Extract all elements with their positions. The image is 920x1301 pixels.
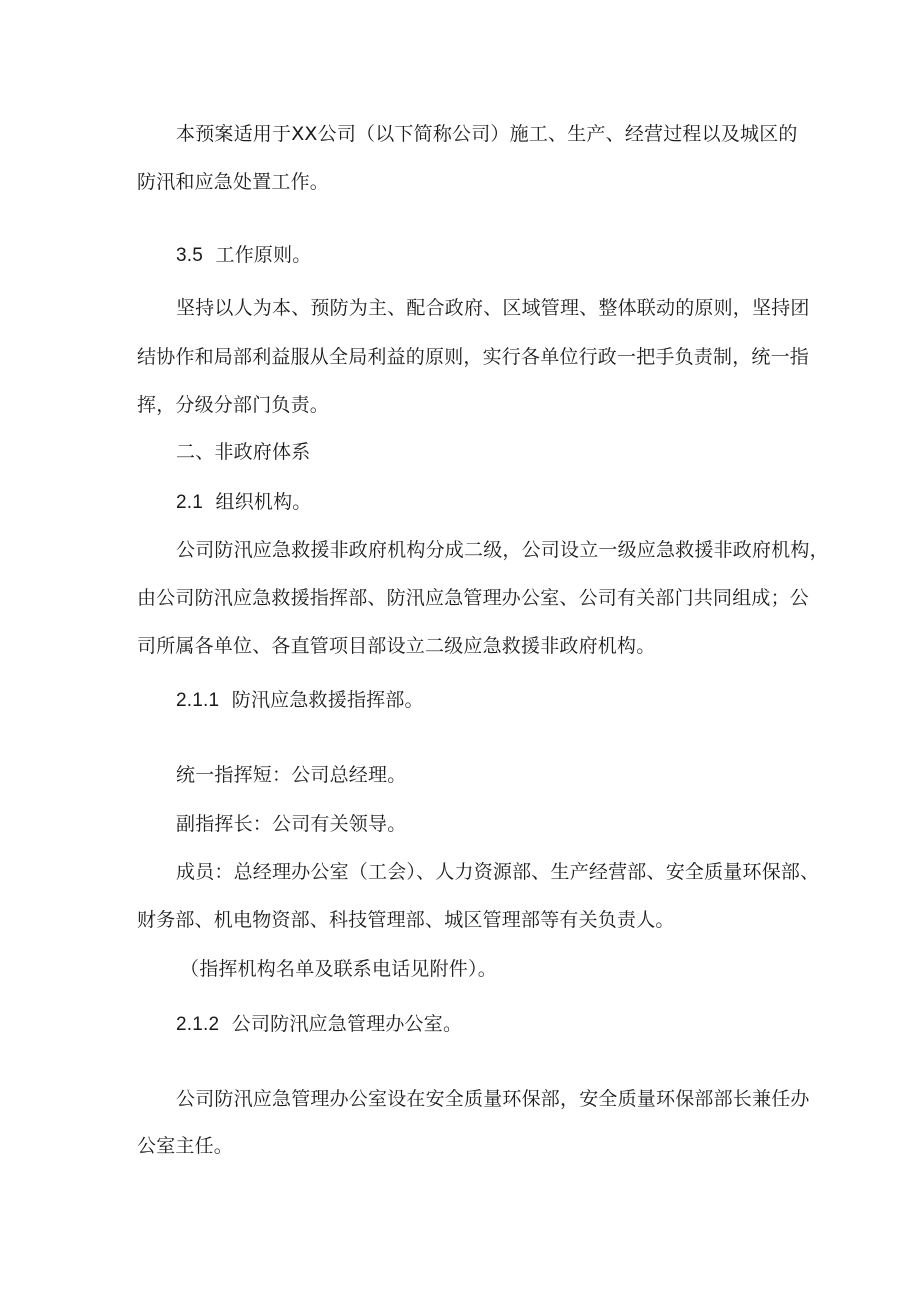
office-paragraph-line-1: 公司防汛应急管理办公室设在安全质量环保部，安全质量环保部部长兼任办 (176, 1088, 810, 1110)
section-title: 组织机构。 (215, 491, 312, 513)
attachment-note: （指挥机构名单及联系电话见附件）。 (180, 958, 497, 980)
commander-line: 统一指挥短：公司总经理。 (176, 764, 407, 786)
scope-paragraph-line-1: 本预案适用于XX公司（以下简称公司）施工、生产、经营过程以及城区的 (176, 123, 798, 145)
section-number: 2.1.2 (176, 1014, 220, 1035)
section-title: 公司防汛应急管理办公室。 (231, 1013, 463, 1035)
section-2-1-2-heading (176, 1012, 462, 1037)
section-title: 工作原则。 (215, 244, 312, 266)
section-number: 3.5 (176, 245, 204, 266)
section-2-1-1-heading (176, 688, 424, 713)
principle-paragraph-line-3: 挥，分级分部门负责。 (137, 394, 330, 416)
members-line-2: 财务部、机电物资部、科技管理部、城区管理部等有关负责人。 (137, 909, 675, 931)
org-paragraph-line-1: 公司防汛应急救援非政府机构分成二级，公司设立一级应急救援非政府机构， (176, 539, 829, 561)
scope-paragraph-line-2: 防汛和应急处置工作。 (137, 171, 330, 193)
section-title: 防汛应急救援指挥部。 (231, 689, 424, 711)
section-number: 2.1.1 (176, 690, 220, 711)
deputy-commander-line: 副指挥长：公司有关领导。 (176, 813, 407, 835)
principle-paragraph-line-1: 坚持以人为本、预防为主、配合政府、区域管理、整体联动的原则，坚持团 (176, 297, 810, 319)
section-number: 2.1 (176, 492, 204, 513)
members-line-1: 成员：总经理办公室（工会）、人力资源部、生产经营部、安全质量环保部、 (176, 861, 820, 883)
principle-paragraph-line-2: 结协作和局部利益服从全局利益的原则，实行各单位行政一把手负责制，统一指 (137, 346, 810, 368)
section-3-5-heading (176, 243, 312, 268)
chapter-2-heading: 二、非政府体系 (176, 441, 311, 463)
org-paragraph-line-2: 由公司防汛应急救援指挥部、防汛应急管理办公室、公司有关部门共同组成；公 (137, 587, 810, 609)
office-paragraph-line-2: 公室主任。 (137, 1135, 234, 1157)
section-2-1-heading (176, 490, 312, 515)
org-paragraph-line-3: 司所属各单位、各直管项目部设立二级应急救援非政府机构。 (137, 635, 656, 657)
